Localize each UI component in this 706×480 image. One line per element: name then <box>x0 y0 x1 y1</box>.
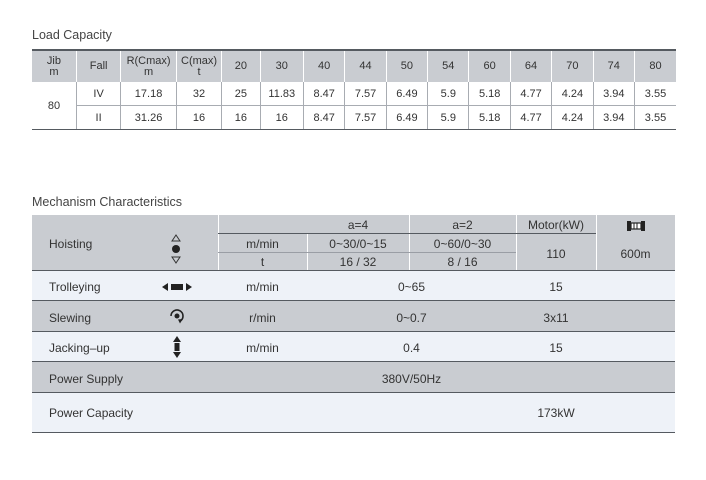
table-cell: 4.77 <box>510 106 551 130</box>
column-header <box>121 50 177 82</box>
table-cell: 5.9 <box>428 106 469 130</box>
hoist-col-a4: a=4 <box>347 218 369 232</box>
slewing-motor: 3x11 <box>543 311 569 325</box>
jib-length-cell: 80 <box>32 82 76 130</box>
column-header <box>428 50 469 82</box>
table-cell: 4.24 <box>552 82 593 106</box>
power-supply-label: Power Supply <box>49 372 124 386</box>
column-header <box>510 50 551 82</box>
hoist-unit-speed: m/min <box>246 237 279 251</box>
column-header <box>176 50 221 82</box>
table-cell: 17.18 <box>121 82 177 106</box>
hoisting-row <box>32 215 675 270</box>
table-cell: 8.47 <box>303 82 344 106</box>
jacking-unit: m/min <box>246 341 279 355</box>
power-supply-value: 380V/50Hz <box>381 372 442 386</box>
table-cell: 3.94 <box>593 106 634 130</box>
slewing-icon <box>168 308 186 324</box>
table-row <box>32 82 676 106</box>
table-cell: 25 <box>222 82 260 106</box>
column-header <box>345 50 386 82</box>
trolleying-row <box>32 271 675 300</box>
mechanism-title: Mechanism Characteristics <box>32 195 183 209</box>
column-header <box>593 50 634 82</box>
table-cell: 4.77 <box>510 82 551 106</box>
table-cell: 32 <box>176 82 221 106</box>
column-header-line1: 64 <box>524 60 538 72</box>
column-header-line1: C(max) <box>181 54 218 67</box>
column-header-line1: Jib <box>46 54 61 67</box>
column-header <box>32 50 76 82</box>
jacking-label: Jacking–up <box>49 341 110 355</box>
table-cell: 5.18 <box>469 82 510 106</box>
column-header-line1: 54 <box>442 60 455 72</box>
column-header-line1: 60 <box>483 60 496 72</box>
column-header-line1: 50 <box>400 60 414 72</box>
jacking-motor: 15 <box>549 341 563 355</box>
table-cell: 6.49 <box>386 82 427 106</box>
column-header-line1: 70 <box>566 60 579 72</box>
load-header-row <box>32 50 676 82</box>
table-cell: 3.94 <box>593 82 634 106</box>
table-cell: 7.57 <box>345 82 386 106</box>
table-cell: 16 <box>222 106 260 130</box>
column-header <box>260 50 303 82</box>
column-header-line2: t <box>197 65 201 78</box>
power-supply-row <box>32 362 675 392</box>
jacking-speed: 0.4 <box>403 341 420 355</box>
table-cell: 5.18 <box>469 106 510 130</box>
hoist-speed-a4: 0~30/0~15 <box>329 237 387 251</box>
column-header-line1: 80 <box>649 60 662 72</box>
load-capacity-table <box>32 49 676 130</box>
hoist-motor: 110 <box>546 247 566 261</box>
mechanism-table <box>32 215 675 433</box>
column-header-line1: Fall <box>89 60 108 72</box>
column-header <box>634 50 676 82</box>
table-cell: 7.57 <box>345 106 386 130</box>
column-header-line1: 20 <box>234 60 248 72</box>
trolleying-speed: 0~65 <box>397 280 426 294</box>
table-cell: 3.55 <box>634 82 676 106</box>
column-header <box>552 50 593 82</box>
load-capacity-title: Load Capacity <box>32 28 112 42</box>
column-header-line1: 44 <box>359 60 372 72</box>
jacking-row <box>32 332 675 361</box>
table-cell: 5.9 <box>428 82 469 106</box>
trolleying-motor: 15 <box>549 280 563 294</box>
table-cell: 6.49 <box>386 106 427 130</box>
column-header-line1: 40 <box>318 60 331 72</box>
table-cell: 4.24 <box>552 106 593 130</box>
table-cell: IV <box>76 82 120 106</box>
column-header <box>303 50 344 82</box>
hoist-unit-load: t <box>260 255 265 269</box>
table-cell: 16 <box>176 106 221 130</box>
column-header <box>469 50 510 82</box>
slewing-speed: 0~0.7 <box>396 311 427 325</box>
hoisting-label: Hoisting <box>49 237 93 251</box>
table-cell: 31.26 <box>121 106 177 130</box>
jacking-arrows-icon <box>172 335 182 359</box>
table-cell: 8.47 <box>303 106 344 130</box>
hoist-col-a2: a=2 <box>452 218 473 232</box>
column-header-line1: 30 <box>275 60 288 72</box>
power-capacity-value: 173kW <box>537 406 575 420</box>
column-header-line1: 74 <box>607 60 620 72</box>
column-header-line2: m <box>143 65 154 78</box>
hoist-col-motor: Motor(kW) <box>528 218 584 232</box>
hoist-arrows-icon <box>170 234 182 266</box>
slewing-unit: r/min <box>249 311 276 325</box>
column-header-line2: m <box>49 65 59 78</box>
hoist-load-a4: 16 / 32 <box>339 255 377 269</box>
trolley-arrows-icon <box>161 281 193 291</box>
slewing-label: Slewing <box>49 311 92 325</box>
hoist-height: 600m <box>620 247 651 261</box>
column-header <box>222 50 260 82</box>
trolleying-unit: m/min <box>246 280 279 294</box>
hoist-speed-a2: 0~60/0~30 <box>433 237 492 251</box>
cable-drum-icon <box>626 220 646 232</box>
table-row <box>32 106 676 130</box>
power-capacity-label: Power Capacity <box>49 406 134 420</box>
column-header <box>386 50 427 82</box>
table-cell: 3.55 <box>634 106 676 130</box>
table-cell: 11.83 <box>260 82 303 106</box>
table-cell: II <box>76 106 120 130</box>
slewing-row <box>32 301 675 331</box>
column-header-line1: R(Cmax) <box>126 54 171 67</box>
trolleying-label: Trolleying <box>49 280 101 294</box>
table-cell: 16 <box>260 106 303 130</box>
hoist-load-a2: 8 / 16 <box>447 255 478 269</box>
power-capacity-row <box>32 393 675 432</box>
column-header <box>76 50 120 82</box>
